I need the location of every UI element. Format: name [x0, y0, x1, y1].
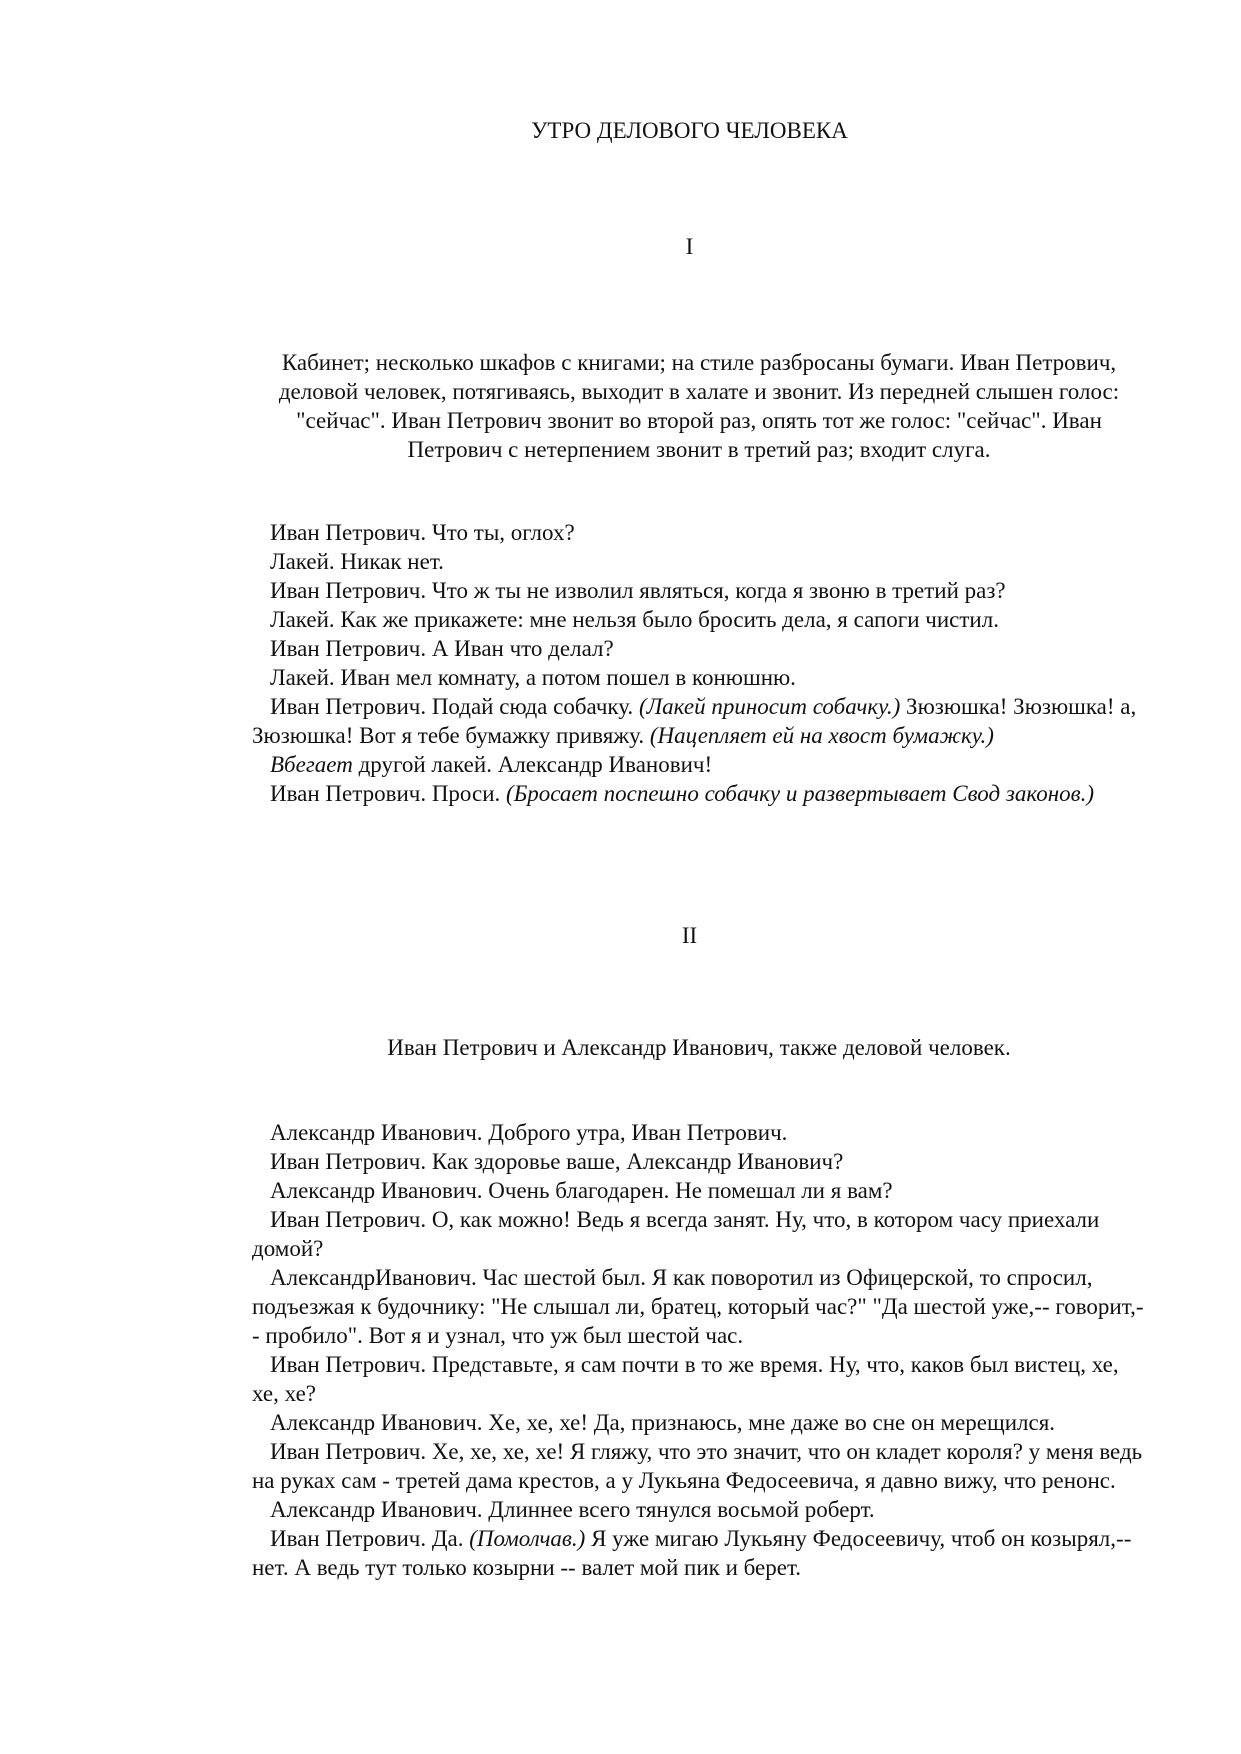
- line-text: Иван Петрович. Проси.: [270, 781, 507, 806]
- dialogue-line: [252, 547, 1146, 576]
- section-numeral-2: II: [681, 923, 698, 948]
- line-text: Александр Иванович. Доброго утра, Иван Петрович.: [270, 1120, 788, 1145]
- line-text: Лакей. Как же прикажете: мне нельзя было бросить дела, я сапоги чистил.: [270, 607, 999, 632]
- stage-remark: (Помолчав.): [469, 1526, 586, 1551]
- line-text: Александр Иванович. Хе, хе, хе! Да, признаюсь, мне даже во сне он мерещился.: [270, 1410, 1056, 1435]
- line-text: Иван Петрович. О, как можно! Ведь я всегда занят. Ну, что, в котором часу приехали домой?: [252, 1207, 1100, 1261]
- line-text: Александр Иванович. Длиннее всего тянулся восьмой роберт.: [270, 1497, 875, 1522]
- dialogue-line: [252, 605, 1146, 634]
- stage-remark: (Бросает поспешно собачку и развертывает Свод законов.): [506, 781, 1095, 806]
- line-text: Александр Иванович. Очень благодарен. Не помешал ли я вам?: [270, 1178, 893, 1203]
- stage-direction-1: Кабинет; несколько шкафов с книгами; на стиле разбросаны бумаги. Иван Петрович, деловой человек, потягиваясь, выходит в халате и звонит. Из передней слышен голос: "сейчас". Иван Петрович звонит во второй раз, опять тот же голос: "сейчас". Иван Петрович с нетерпением звонит в третий раз; входит слуга.: [278, 350, 1120, 462]
- stage-remark: (Лакей приносит собачку.): [638, 694, 901, 719]
- line-text: Иван Петрович. А Иван что делал?: [270, 636, 614, 661]
- dialogue-line: [252, 1205, 1146, 1263]
- line-text: Иван Петрович. Да.: [270, 1526, 470, 1551]
- dialogue-block-2: [252, 1118, 1146, 1582]
- line-text: Иван Петрович. Что ж ты не изволил являться, когда я звоню в третий раз?: [270, 578, 1006, 603]
- dialogue-line: [252, 634, 1146, 663]
- document-title: УТРО ДЕЛОВОГО ЧЕЛОВЕКА: [531, 118, 848, 143]
- line-text: Я уже мигаю Лукьяну Федосеевичу, чтоб он козырял,-- нет. А ведь тут только козырни -- валет мой пик и берет.: [252, 1526, 1132, 1580]
- line-text: Иван Петрович. Что ты, оглох?: [270, 520, 575, 545]
- dialogue-line: [252, 1118, 1146, 1147]
- dialogue-line: [252, 1176, 1146, 1205]
- dialogue-line: [252, 692, 1146, 750]
- dialogue-line: [252, 750, 1146, 779]
- dialogue-line: [252, 1437, 1146, 1495]
- dialogue-line: [252, 779, 1146, 808]
- dialogue-line: [252, 518, 1146, 547]
- line-text: Иван Петрович. Хе, хе, хе, хе! Я гляжу, что это значит, что он кладет короля? у меня ведь на руках сам - третей дама крестов, а у Лукьяна Федосеевича, я давно вижу, что ренонс.: [252, 1439, 1143, 1493]
- dialogue-line: [252, 576, 1146, 605]
- stage-remark: Вбегает: [270, 752, 353, 777]
- line-text: Лакей. Иван мел комнату, а потом пошел в конюшню.: [270, 665, 796, 690]
- dialogue-line: [252, 663, 1146, 692]
- section-numeral-1: I: [685, 234, 694, 259]
- line-text: Иван Петрович. Подай сюда собачку.: [270, 694, 639, 719]
- stage-direction-2: Иван Петрович и Александр Иванович, также деловой человек.: [387, 1035, 1011, 1060]
- line-text: Зюзюшка! Зюзюшка! а, Зюзюшка! Вот я тебе бумажку привяжу.: [252, 694, 1137, 748]
- line-text: Лакей. Никак нет.: [270, 549, 444, 574]
- dialogue-line: [252, 1524, 1146, 1582]
- dialogue-line: [252, 1147, 1146, 1176]
- dialogue-line: [252, 1408, 1146, 1437]
- line-text: АлександрИванович. Час шестой был. Я как поворотил из Офицерской, то спросил, подъезжая к будочнику: "Не слышал ли, братец, который час?" "Да шестой уже,-- говорит,-- пробило". Вот я и узнал, что уж был шестой час.: [252, 1265, 1144, 1348]
- line-text: Иван Петрович. Представьте, я сам почти в то же время. Ну, что, каков был вистец, хе, хе, хе?: [252, 1352, 1119, 1406]
- dialogue-line: [252, 1350, 1146, 1408]
- dialogue-block-1: [252, 518, 1146, 808]
- stage-remark: (Нацепляет ей на хвост бумажку.): [649, 723, 994, 748]
- line-text: Иван Петрович. Как здоровье ваше, Александр Иванович?: [270, 1149, 844, 1174]
- line-text: другой лакей. Александр Иванович!: [352, 752, 713, 777]
- dialogue-line: [252, 1495, 1146, 1524]
- dialogue-line: [252, 1263, 1146, 1350]
